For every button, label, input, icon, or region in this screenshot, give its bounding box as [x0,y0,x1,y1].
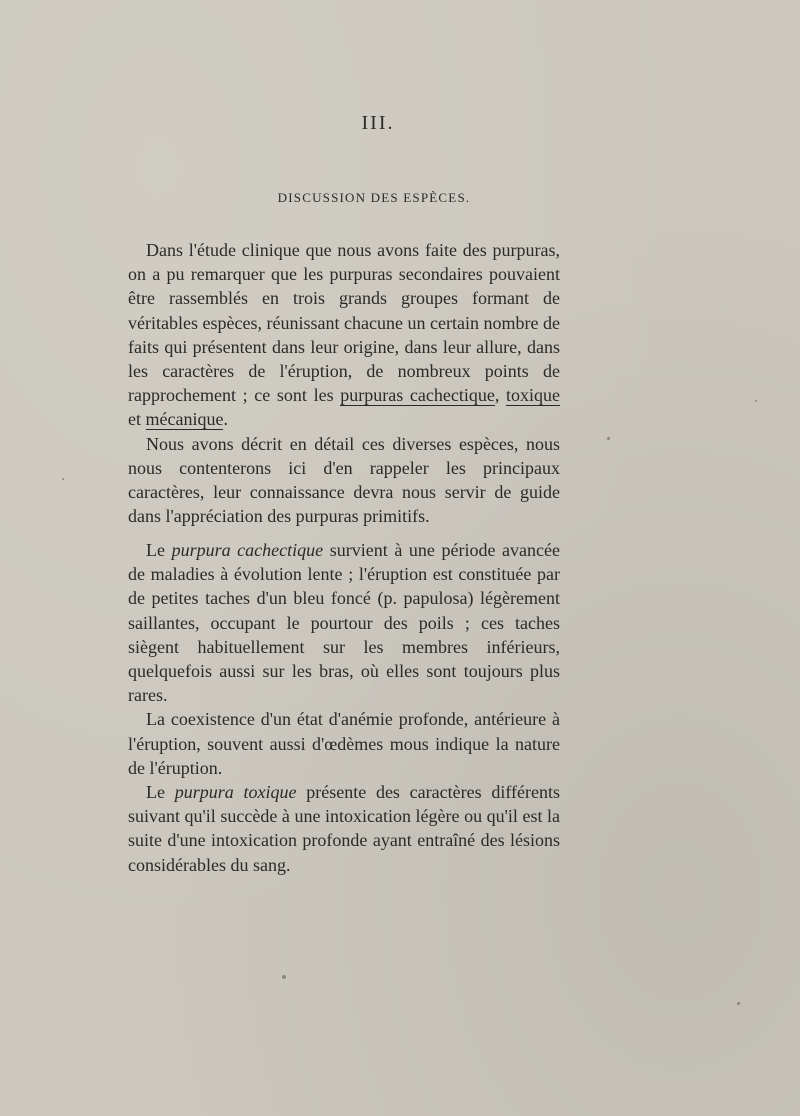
paper-speck [737,1002,740,1005]
section-title: DISCUSSION DES ESPÈCES. [277,190,471,205]
underlined-term-mecanique: mécanique [145,409,224,430]
paragraph-5-text: présente des caractères différents suivant qu'il succède à une intoxication légère ou qu'il est la suite d'une intoxication profonde ayant entraîné des lésions considérables du sang. [128,782,560,875]
text-block-2 [128,538,560,877]
separator-2: et [128,409,146,430]
paragraph-1 [128,238,560,432]
paragraph-2: Nous avons décrit en détail ces diverses espèces, nous nous contenterons ici d'en rappeler les principaux caractères, leur connaissance devra nous servir de guide dans l'appréciation des purpuras primitifs. [128,433,560,527]
underlined-term-cachectique: purpuras cachectique [340,385,495,406]
underlined-term-toxique: toxique [506,385,561,406]
paragraph-1-text: Dans l'étude clinique que nous avons faite des purpuras, on a pu remarquer que les purpuras secondaires pouvaient être rassemblés en trois grands groupes formant de véritables espèces, réunissant chacune un certain nombre de faits qui présentent dans leur origine, dans leur allure, dans les caractères de l'éruption, de nombreux points de rapprochement ; ce sont les [128,240,560,406]
paragraph-3-text: survient à une période avancée de maladies à évolution lente ; l'éruption est constituée par de petites taches d'un bleu foncé (p. papulosa) légèrement saillantes, occupant le pourtour des poils ; ces taches siègent habituellement sur les membres inférieurs, quelquefois aussi sur les bras, où elles sont toujours plus rares. [128,540,560,706]
paragraph-3 [128,538,560,707]
paper-speck [282,975,286,979]
paragraph-4: La coexistence d'un état d'anémie profonde, antérieure à l'éruption, souvent aussi d'œdèmes mous indique la nature de l'éruption. [128,709,560,778]
paragraph-1-end: . [223,409,228,430]
paragraph-5 [128,780,560,877]
paper-speck [755,400,757,402]
paper-speck [62,478,64,480]
paragraph-5-start: Le [146,782,175,803]
italic-term-cachectique: purpura cachectique [171,540,324,560]
italic-term-toxique: purpura toxique [174,782,297,803]
paper-speck [607,437,610,440]
paragraph-3-start: Le [146,540,172,560]
section-number: III. [361,112,395,134]
text-block-1 [128,238,560,528]
separator-1: , [494,385,507,406]
